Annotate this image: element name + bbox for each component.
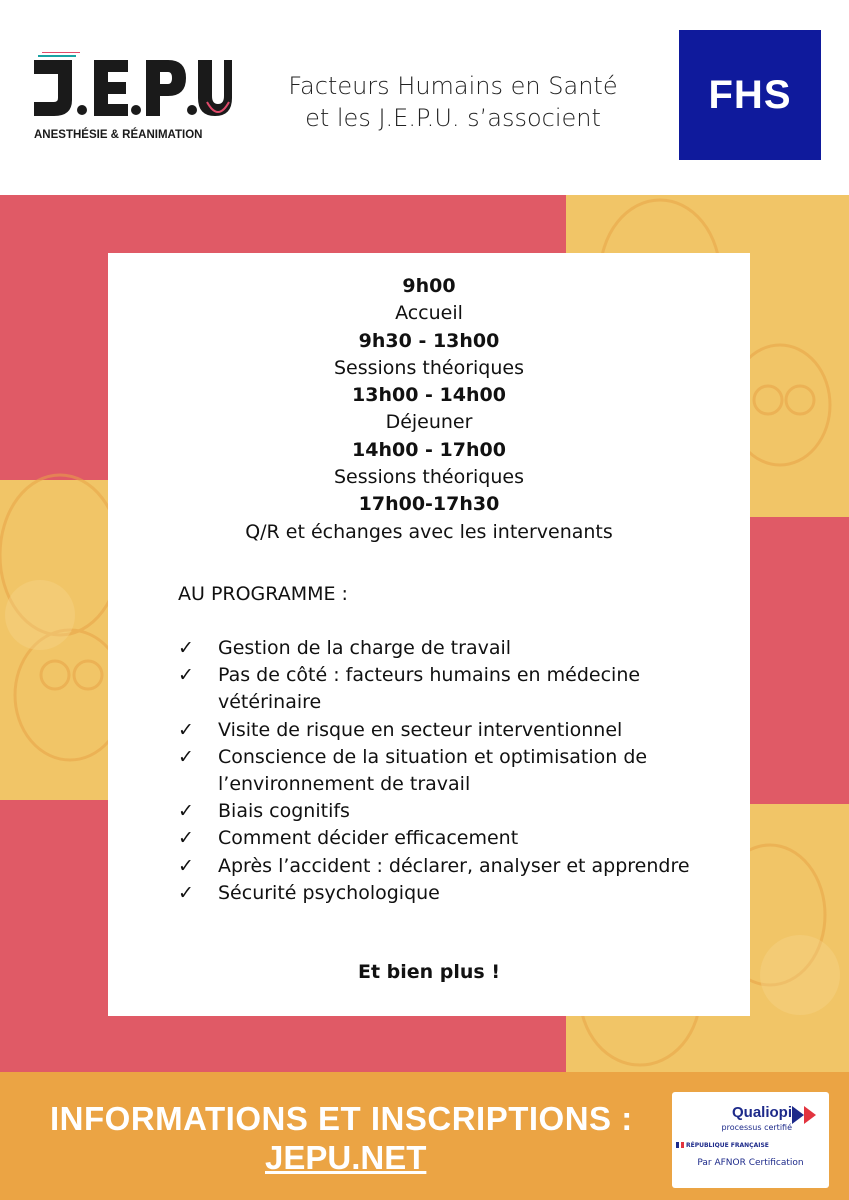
program-item — [178, 853, 728, 880]
qualiopi-subtitle: processus certifié — [721, 1123, 792, 1132]
schedule-activity: Sessions théoriques — [333, 466, 525, 489]
schedule-time: 13h00 - 14h00 — [352, 384, 506, 407]
checkmark-icon: ✓ — [178, 745, 194, 768]
schedule-activity: Accueil — [395, 302, 463, 325]
qualiopi-badge — [672, 1092, 829, 1188]
checkmark-icon: ✓ — [178, 881, 194, 904]
fhs-logo-text: FHS — [708, 72, 792, 117]
footer-title: INFORMATIONS ET INSCRIPTIONS : — [50, 1100, 633, 1137]
afnor-label: Par AFNOR Certification — [697, 1158, 804, 1168]
program-item-label: Visite de risque en secteur interventionnel — [218, 718, 623, 741]
program-list — [178, 635, 728, 907]
fhs-logo — [679, 30, 821, 160]
tagline-line-1: Facteurs Humains en Santé — [288, 72, 618, 100]
schedule-activity: Sessions théoriques — [333, 356, 525, 379]
schedule-time: 17h00-17h30 — [358, 493, 500, 516]
qualiopi-arrows-icon — [790, 1104, 820, 1126]
program-title: AU PROGRAMME : — [178, 583, 348, 605]
program-item-label: Après l’accident : déclarer, analyser et apprendre — [218, 854, 690, 877]
schedule-time: 14h00 - 17h00 — [352, 438, 506, 461]
registration-link[interactable]: JEPU.NET — [265, 1139, 427, 1176]
checkmark-icon: ✓ — [178, 664, 194, 687]
program-item-label: Gestion de la charge de travail — [218, 637, 512, 659]
header — [0, 0, 849, 195]
schedule — [108, 273, 750, 546]
checkmark-icon: ✓ — [178, 800, 194, 823]
republique-francaise-label: RÉPUBLIQUE FRANÇAISE — [686, 1142, 769, 1149]
schedule-time: 9h00 — [402, 275, 456, 297]
program-item — [178, 717, 728, 744]
checkmark-icon: ✓ — [178, 718, 194, 741]
schedule-time: 9h30 - 13h00 — [358, 329, 500, 352]
jepu-logo — [32, 52, 232, 147]
french-flag-icon — [676, 1142, 684, 1148]
schedule-activity: Déjeuner — [385, 411, 473, 434]
checkmark-icon: ✓ — [178, 637, 194, 659]
checkmark-icon: ✓ — [178, 854, 194, 877]
checkmark-icon: ✓ — [178, 827, 194, 850]
program-item-label: Sécurité psychologique — [218, 881, 440, 904]
tagline-line-2: et les J.E.P.U. s’associent — [305, 104, 601, 132]
program-item — [178, 880, 728, 907]
program-item — [178, 635, 728, 662]
program-item-label: Biais cognitifs — [218, 800, 350, 823]
schedule-activity: Q/R et échanges avec les intervenants — [245, 520, 613, 543]
program-item — [178, 825, 728, 852]
header-tagline — [258, 70, 648, 134]
program-card — [108, 253, 750, 1016]
closing-text: Et bien plus ! — [357, 961, 501, 983]
jepu-logo-subtitle: ANESTHÉSIE & RÉANIMATION — [34, 129, 203, 141]
program-item — [178, 662, 728, 716]
program-item-label: Conscience de la situation et optimisation de l’environnement de travail — [218, 745, 648, 796]
program-item — [178, 798, 728, 825]
program-item-label: Pas de côté : facteurs humains en médecine vétérinaire — [218, 664, 641, 714]
program-item-label: Comment décider efficacement — [218, 827, 519, 850]
program-item — [178, 744, 728, 798]
qualiopi-title: Qualiopi — [732, 1104, 792, 1121]
footer — [0, 1072, 849, 1200]
